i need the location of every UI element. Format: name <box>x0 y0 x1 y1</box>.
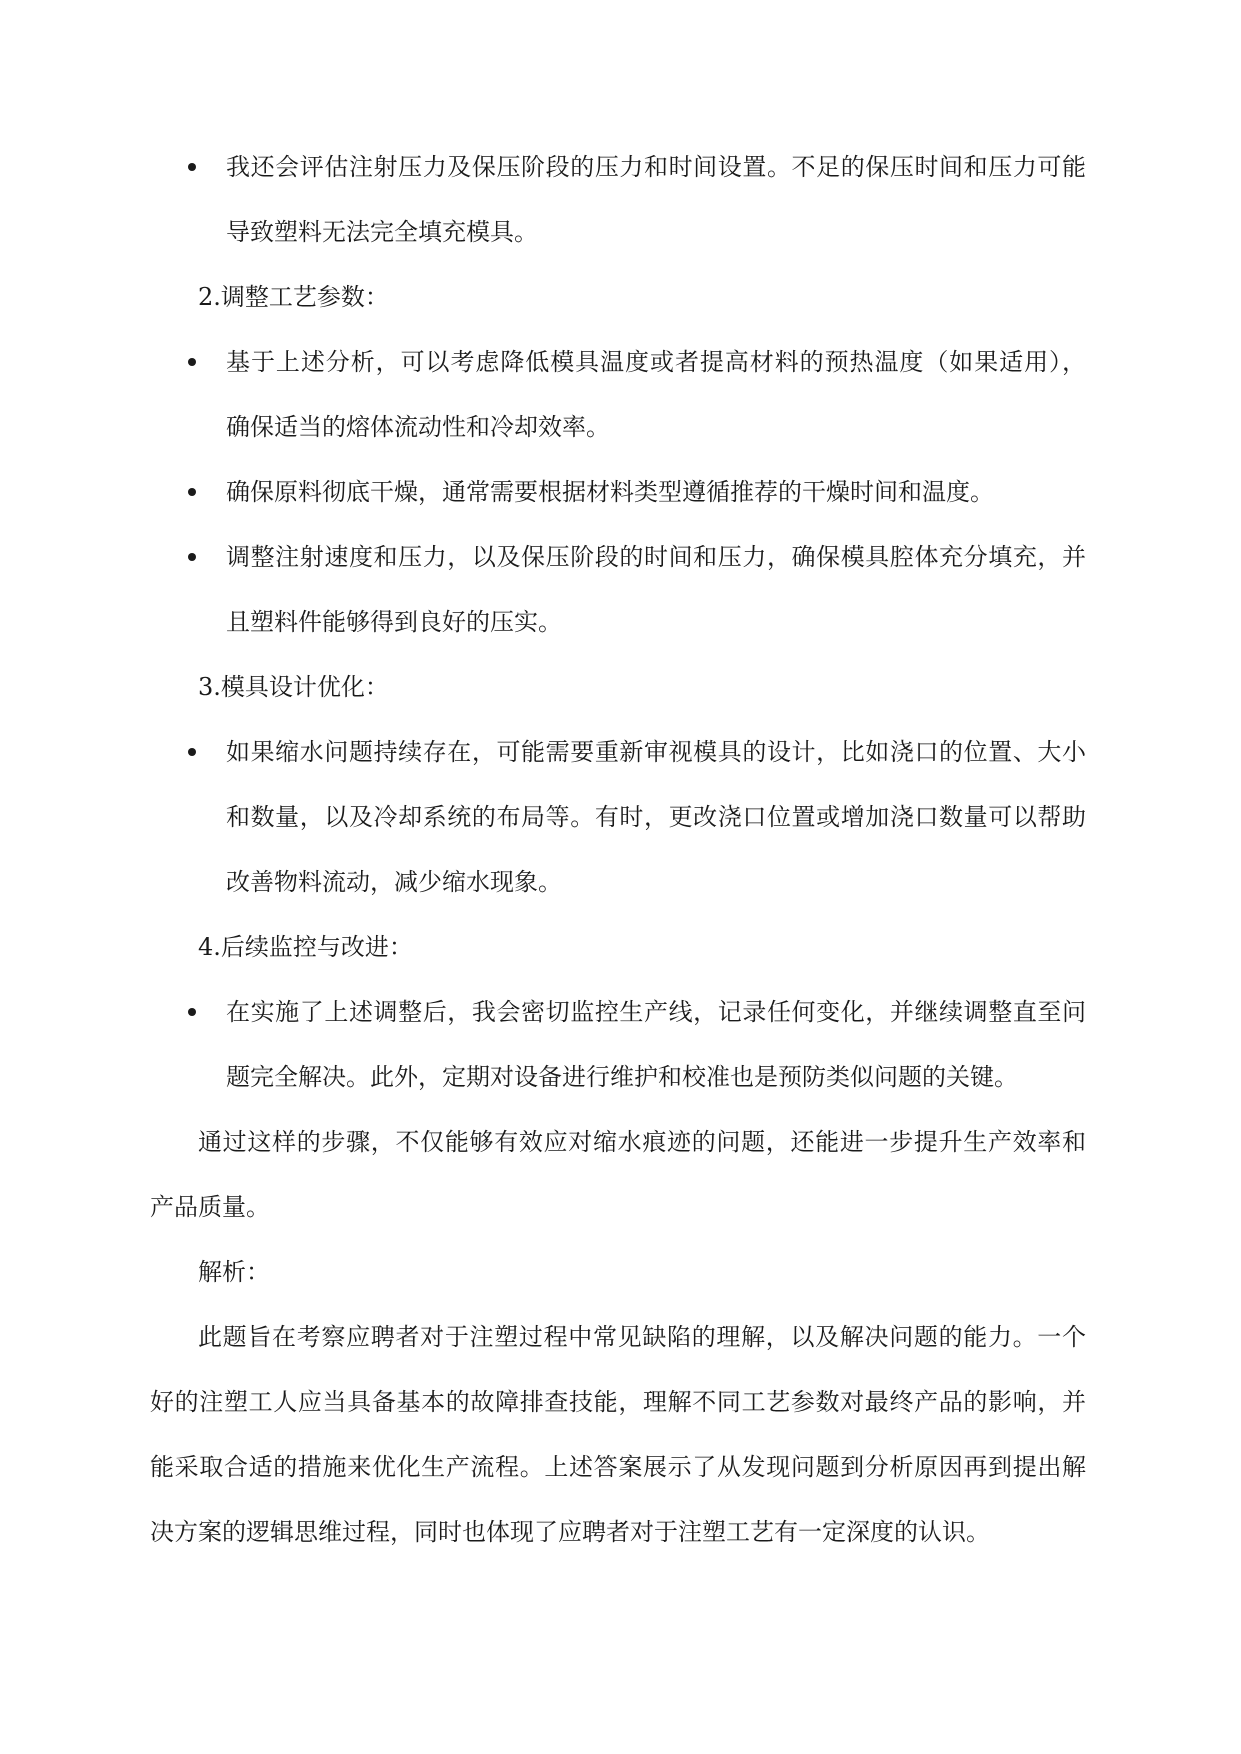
section-heading: 2.调整工艺参数： <box>198 283 389 311</box>
bullet-line: 基于上述分析，可以考虑降低模具温度或者提高材料的预热温度（如果适用）， <box>226 348 1086 376</box>
bullet-line: 和数量，以及冷却系统的布局等。有时，更改浇口位置或增加浇口数量可以帮助 <box>226 803 1086 831</box>
bullet-line: 确保原料彻底干燥，通常需要根据材料类型遵循推荐的干燥时间和温度。 <box>226 478 994 506</box>
bullet-line: 如果缩水问题持续存在，可能需要重新审视模具的设计，比如浇口的位置、大小 <box>226 738 1086 766</box>
bullet-dot <box>188 163 196 171</box>
paragraph-line: 解析： <box>198 1258 270 1286</box>
paragraph-line: 能采取合适的措施来优化生产流程。上述答案展示了从发现问题到分析原因再到提出解 <box>150 1453 1086 1481</box>
bullet-line: 在实施了上述调整后，我会密切监控生产线，记录任何变化，并继续调整直至问 <box>226 998 1086 1026</box>
section-heading: 3.模具设计优化： <box>198 673 389 701</box>
bullet-line: 题完全解决。此外，定期对设备进行维护和校准也是预防类似问题的关键。 <box>226 1063 1018 1091</box>
bullet-line: 我还会评估注射压力及保压阶段的压力和时间设置。不足的保压时间和压力可能 <box>226 153 1086 181</box>
bullet-line: 导致塑料无法完全填充模具。 <box>226 218 538 246</box>
paragraph-line: 好的注塑工人应当具备基本的故障排查技能，理解不同工艺参数对最终产品的影响，并 <box>150 1388 1086 1416</box>
bullet-dot <box>188 358 196 366</box>
bullet-line: 确保适当的熔体流动性和冷却效率。 <box>226 413 610 441</box>
bullet-line: 且塑料件能够得到良好的压实。 <box>226 608 562 636</box>
paragraph-line: 产品质量。 <box>150 1193 270 1221</box>
bullet-dot <box>188 488 196 496</box>
paragraph-line: 此题旨在考察应聘者对于注塑过程中常见缺陷的理解，以及解决问题的能力。一个 <box>198 1323 1086 1351</box>
bullet-dot <box>188 748 196 756</box>
bullet-line: 改善物料流动，减少缩水现象。 <box>226 868 562 896</box>
bullet-line: 调整注射速度和压力，以及保压阶段的时间和压力，确保模具腔体充分填充，并 <box>226 543 1086 571</box>
paragraph-line: 通过这样的步骤，不仅能够有效应对缩水痕迹的问题，还能进一步提升生产效率和 <box>198 1128 1086 1156</box>
section-heading: 4.后续监控与改进： <box>198 933 413 961</box>
paragraph-line: 决方案的逻辑思维过程，同时也体现了应聘者对于注塑工艺有一定深度的认识。 <box>150 1518 990 1546</box>
bullet-dot <box>188 1008 196 1016</box>
bullet-dot <box>188 553 196 561</box>
